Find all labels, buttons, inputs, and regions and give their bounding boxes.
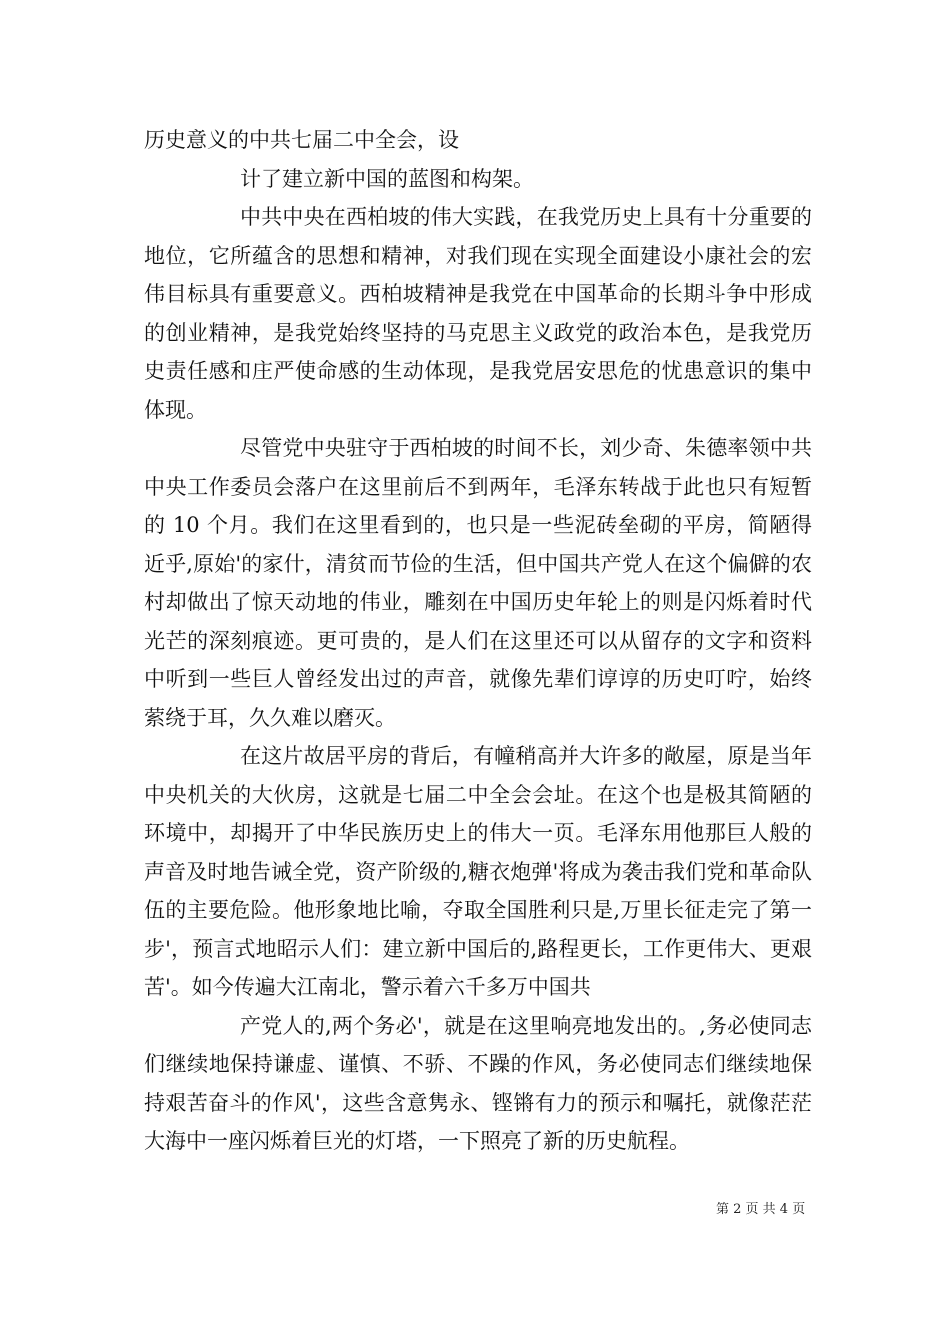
paragraph-3: 尽管党中央驻守于西柏坡的时间不长，刘少奇、朱德率领中共中央工作委员会落户在这里前后不到两年，毛泽东转战于此也只有短暂的 10 个月。我们在这里看到的，也只是一些泥砖垒砌的平房，简陋得近乎,原始'的家什，清贫而节俭的生活，但中国共产党人在这个偏僻的农村却做出了惊天动地的伟业，雕刻在中国历史年轮上的则是闪烁着时代光芒的深刻痕迹。更可贵的，是人们在这里还可以从留存的文字和资料中听到一些巨人曾经发出过的声音，就像先辈们谆谆的历史叮咛，始终萦绕于耳，久久难以磨灭。 xyxy=(144,436,812,730)
paragraph-2: 中共中央在西柏坡的伟大实践，在我党历史上具有十分重要的地位，它所蕴含的思想和精神，对我们现在实现全面建设小康社会的宏伟目标具有重要意义。西柏坡精神是我党在中国革命的长期斗争中形成的创业精神，是我党始终坚持的马克思主义政党的政治本色，是我党历史责任感和庄严使命感的生动体现，是我党居安思危的忧患意识的集中体现。 xyxy=(144,205,812,422)
body-text xyxy=(144,121,812,1161)
paragraph-continuation: 历史意义的中共七届二中全会，设 xyxy=(144,128,459,152)
page-number-footer: 第 2 页 共 4 页 xyxy=(716,1202,806,1217)
paragraph-1: 计了建立新中国的蓝图和构架。 xyxy=(240,166,534,191)
paragraph-4: 在这片故居平房的背后，有幢稍高并大许多的敞屋，原是当年中央机关的大伙房，这就是七届二中全会会址。在这个也是极其简陋的环境中，却揭开了中华民族历史上的伟大一页。毛泽东用他那巨人般的声音及时地告诫全党，资产阶级的,糖衣炮弹'将成为袭击我们党和革命队伍的主要危险。他形象地比喻，夺取全国胜利只是,万里长征走完了第一步'，预言式地昭示人们：建立新中国后的,路程更长，工作更伟大、更艰苦'。如今传遍大江南北，警示着六千多万中国共 xyxy=(144,744,812,999)
paragraph-5: 产党人的,两个务必'，就是在这里响亮地发出的。,务必使同志们继续地保持谦虚、谨慎、不骄、不躁的作风，务必使同志们继续地保持艰苦奋斗的作风'，这些含意隽永、铿锵有力的预示和嘱托，就像茫茫大海中一座闪烁着巨光的灯塔，一下照亮了新的历史航程。 xyxy=(144,1013,812,1153)
